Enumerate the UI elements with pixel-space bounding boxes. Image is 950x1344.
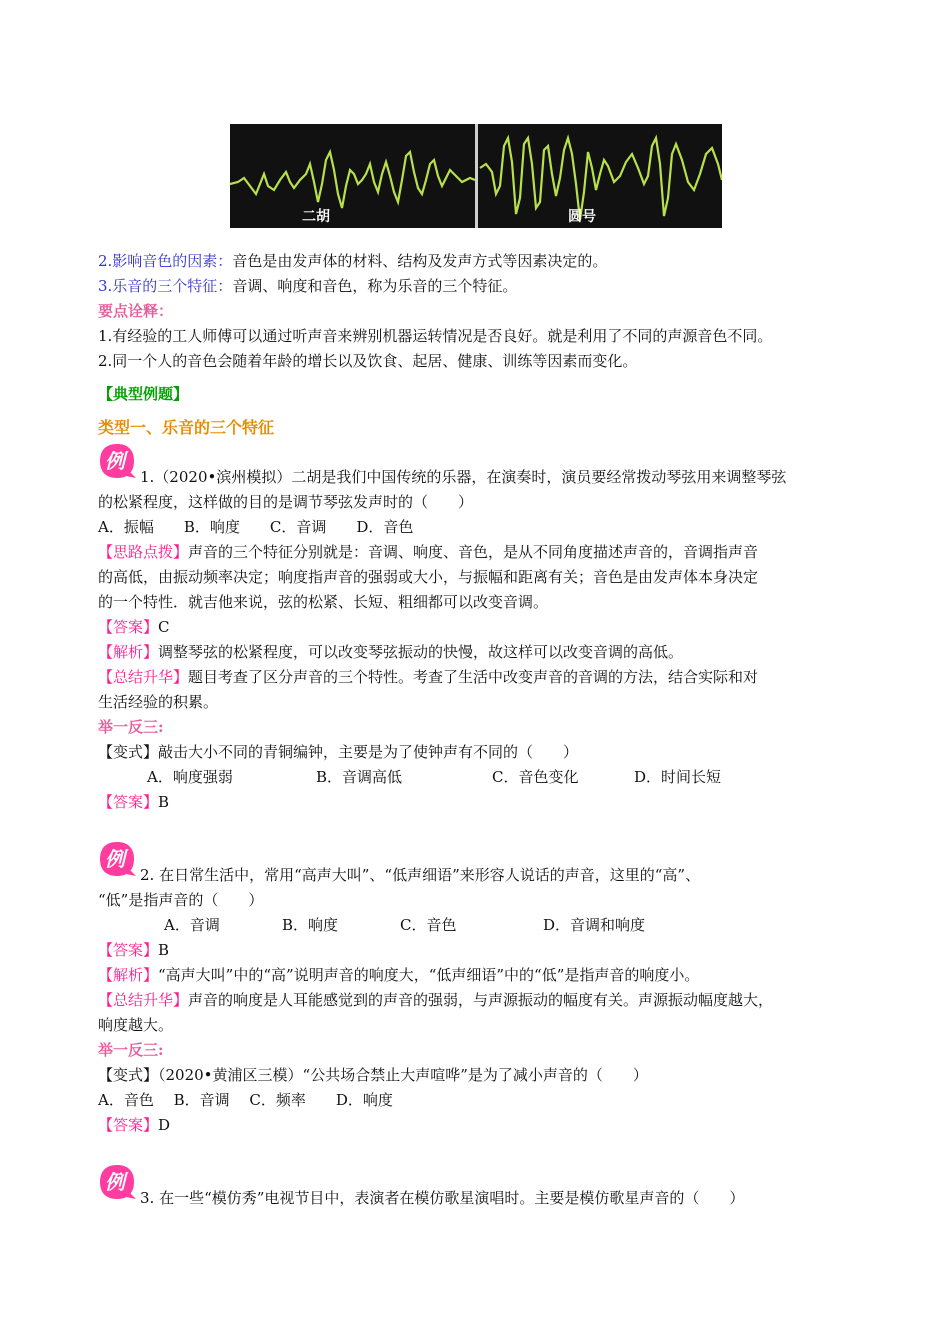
ex1-variant-option-a: A．响度强弱 [147, 768, 233, 786]
ex1-answer-line [98, 617, 170, 637]
ex2-option-d: D．音调和响度 [543, 916, 646, 934]
ex1-hint-line-1 [98, 542, 758, 562]
ex1-hint-text-1: 声音的三个特征分别就是：音调、响度、音色，是从不同角度描述声音的，音调指声音 [188, 543, 759, 561]
ex2-answer: B [158, 941, 170, 959]
ex2-variant-answer-line [98, 1115, 170, 1135]
ex2-variant-answer-label: 【答案】 [98, 1116, 159, 1134]
label-horn: 圆号 [568, 209, 596, 225]
ex1-hint-label: 【思路点拨】 [98, 543, 189, 561]
ex1-variant-option-d: D．时间长短 [634, 768, 722, 786]
ex2-question-line-2: “低”是指声音的（ ） [98, 891, 264, 909]
influence-title: 2.影响音色的因素： [98, 252, 233, 270]
ex1-summary-label: 【总结升华】 [98, 668, 189, 686]
ex1-hint-line-2: 的高低，由振动频率决定；响度指声音的强弱或大小，与振幅和距离有关；音色是由发声体本身决定 [98, 568, 759, 586]
ex1-answer: C [158, 618, 170, 636]
example-badge-3 [98, 1163, 136, 1201]
ex1-analysis: 调整琴弦的松紧程度，可以改变琴弦振动的快慢，故这样可以改变音调的高低。 [158, 643, 684, 661]
ex2-analysis-line [98, 965, 699, 985]
ex1-answer-label: 【答案】 [98, 618, 159, 636]
ex1-hint-line-3: 的一个特性．就吉他来说，弦的松紧、长短、粗细都可以改变音调。 [98, 593, 549, 611]
ex2-summary-line-1 [98, 990, 773, 1010]
ex1-variant-answer: B [158, 793, 170, 811]
features-line [98, 276, 517, 296]
example-badge-1 [98, 442, 136, 480]
key-point-1: 1.有经验的工人师傅可以通过听声音来辨别机器运转情况是否良好。就是利用了不同的声源音色不同。 [98, 327, 773, 345]
ex1-practice-title: 举一反三: [98, 718, 164, 736]
ex2-question-line-1: 2. 在日常生活中，常用“高声大叫”、“低声细语”来形容人说话的声音，这里的“高”、 [140, 866, 701, 884]
ex1-variant-option-b: B．音调高低 [316, 768, 403, 786]
ex1-variant: 【变式】敲击大小不同的青铜编钟，主要是为了使钟声有不同的（ ） [98, 743, 579, 761]
label-erhu: 二胡 [302, 209, 330, 225]
ex2-variant-options: A．音色 B．音调 C．频率 D．响度 [98, 1091, 393, 1109]
features-title: 3.乐音的三个特征： [98, 277, 233, 295]
ex2-summary-text-1: 声音的响度是人耳能感觉到的声音的强弱，与声源振动的幅度有关。声源振动幅度越大， [188, 991, 774, 1009]
key-point-2: 2.同一个人的音色会随着年龄的增长以及饮食、起居、健康、训练等因素而变化。 [98, 352, 638, 370]
ex1-analysis-label: 【解析】 [98, 643, 159, 661]
waveform-figure [230, 124, 722, 228]
ex2-variant-answer: D [158, 1116, 171, 1134]
ex2-option-b: B．响度 [282, 916, 339, 934]
ex2-option-c: C．音色 [400, 916, 457, 934]
ex2-analysis-label: 【解析】 [98, 966, 159, 984]
ex1-summary-line-2: 生活经验的积累。 [98, 693, 219, 711]
ex2-analysis: “高声大叫”中的“高”说明声音的响度大，“低声细语”中的“低”是指声音的响度小。 [158, 966, 700, 984]
type-title: 类型一、乐音的三个特征 [98, 418, 275, 437]
ex1-variant-option-c: C．音色变化 [492, 768, 579, 786]
example-badge-2-text: 例 [105, 847, 125, 871]
example-badge-3-text: 例 [105, 1170, 125, 1194]
ex2-answer-line [98, 940, 169, 960]
influence-line [98, 251, 607, 271]
ex2-variant: 【变式】（2020•黄浦区三模）“公共场合禁止大声喧哗”是为了减小声音的（ ） [98, 1066, 648, 1084]
ex2-answer-label: 【答案】 [98, 941, 159, 959]
waveform-divider [475, 124, 478, 228]
key-points-title: 要点诠释： [98, 302, 174, 320]
ex1-variant-answer-label: 【答案】 [98, 793, 159, 811]
ex3-question-line-1: 3. 在一些“模仿秀”电视节目中，表演者在模仿歌星演唱时。主要是模仿歌星声音的（ ） [140, 1189, 745, 1207]
influence-text: 音色是由发声体的材料、结构及发声方式等因素决定的。 [232, 252, 608, 270]
ex1-options: A．振幅 B．响度 C．音调 D．音色 [98, 518, 414, 536]
ex2-option-a: A．音调 [164, 916, 220, 934]
features-text: 音调、响度和音色，称为乐音的三个特征。 [232, 277, 518, 295]
ex1-summary-line-1 [98, 667, 758, 687]
ex1-question-line-2: 的松紧程度，这样做的目的是调节琴弦发声时的（ ） [98, 493, 474, 511]
ex1-question-line-1: 1.（2020•滨州模拟）二胡是我们中国传统的乐器，在演奏时，演员要经常拨动琴弦用来调整琴弦 [140, 468, 787, 486]
ex2-summary-label: 【总结升华】 [98, 991, 189, 1009]
ex1-analysis-line [98, 642, 683, 662]
ex1-variant-answer-line [98, 792, 169, 812]
ex2-practice-title: 举一反三: [98, 1041, 164, 1059]
ex2-summary-line-2: 响度越大。 [98, 1016, 174, 1034]
section-title: 【典型例题】 [98, 385, 189, 403]
example-badge-1-text: 例 [105, 449, 125, 473]
ex1-summary-text-1: 题目考查了区分声音的三个特性。考查了生活中改变声音的音调的方法，结合实际和对 [188, 668, 759, 686]
example-badge-2 [98, 840, 136, 878]
